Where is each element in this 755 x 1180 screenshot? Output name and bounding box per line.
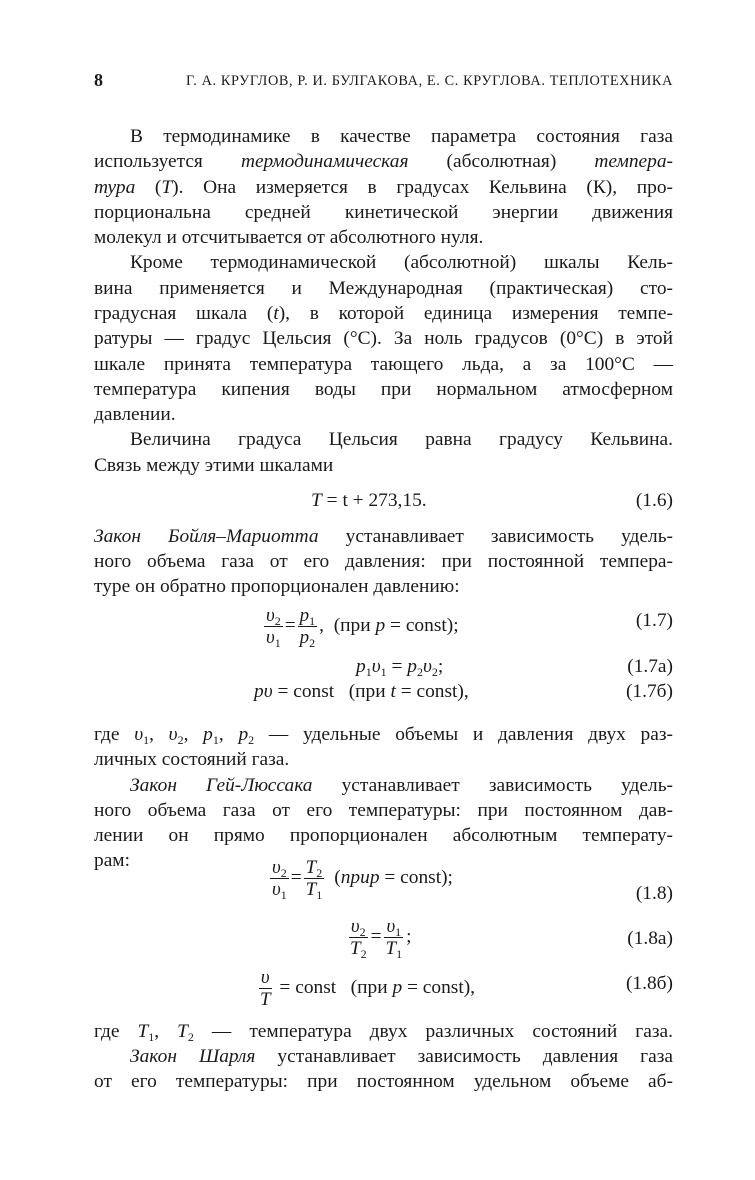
equation-1-8a: $\frac{\upsilon_2}{T_2}$ = $\frac{\upsilon_1}{T_1}$ ; bbox=[350, 915, 412, 961]
text-line: ного объема газа от его давления: при постоянной темпера- bbox=[94, 551, 673, 572]
equation-1-7a: $p_1\upsilon_1 = p_2\upsilon_2$; bbox=[356, 656, 444, 679]
equation-number: (1.6) bbox=[635, 490, 673, 511]
text-line: Закон Шарля устанавливает зависимость давления газа bbox=[130, 1046, 673, 1067]
fraction: $\frac{\upsilon_1}{T_1}$ bbox=[385, 915, 403, 961]
text-line: лении он прямо пропорционален абсолютным температу- bbox=[94, 825, 673, 846]
text-line: от его температуры: при постоянном удельном объеме аб- bbox=[94, 1071, 673, 1092]
text-line: Закон Бойля–Мариотта устанавливает зависимость удель- bbox=[94, 526, 673, 547]
text-line: ратуры — градус Цельсия (°С). За ноль градусов (0°С) в этой bbox=[94, 328, 673, 349]
equation-number: (1.7а) bbox=[627, 656, 673, 677]
text-line: туре он обратно пропорционален давлению: bbox=[94, 576, 460, 597]
equation-number: (1.8а) bbox=[627, 928, 673, 949]
equation-number: (1.7) bbox=[635, 610, 673, 631]
fraction: $\frac{\upsilon_2}{T_2}$ bbox=[350, 915, 367, 961]
text-line: температура кипения воды при нормальном атмосферном bbox=[94, 379, 673, 400]
equation-1-7b: pυ = const (при t = const), bbox=[254, 681, 469, 702]
text-line: Кроме термодинамической (абсолютной) шкалы Кель- bbox=[130, 252, 673, 273]
fraction: $\frac{\upsilon}{T}$ bbox=[260, 966, 271, 1010]
text-line: шкале принята температура тающего льда, а за 100°С — bbox=[94, 354, 673, 375]
text-line: личных состояний газа. bbox=[94, 749, 290, 770]
text-line: порциональна средней кинетической энергии движения bbox=[94, 202, 673, 223]
fraction: $\frac{p_1}{p_2}$ bbox=[299, 604, 316, 650]
text-line: давлении. bbox=[94, 404, 176, 425]
equation-1-8: $\frac{\upsilon_2}{\upsilon_1}$ = $\frac{T_2}{T_1}$ ( при p = const); bbox=[272, 856, 453, 902]
fraction: $\frac{\upsilon_2}{\upsilon_1}$ bbox=[266, 604, 281, 650]
text-line: Величина градуса Цельсия равна градусу Кельвина. bbox=[130, 429, 673, 450]
fraction: $\frac{T_2}{T_1}$ bbox=[305, 856, 323, 902]
equation-1-6: T = t + 273,15. bbox=[311, 490, 427, 511]
text-line: молекул и отсчитывается от абсолютного нуля. bbox=[94, 227, 484, 248]
text-line: тура (T). Она измеряется в градусах Кельвина (К), про- bbox=[94, 177, 673, 198]
text-line: В термодинамике в качестве параметра состояния газа bbox=[130, 126, 673, 147]
page-number: 8 bbox=[94, 70, 103, 90]
text-line: рам: bbox=[94, 850, 130, 871]
fraction: $\frac{\upsilon_2}{\upsilon_1}$ bbox=[272, 856, 287, 902]
text-line: используется термодинамическая (абсолютная) темпера- bbox=[94, 151, 673, 172]
equation-number: (1.7б) bbox=[625, 681, 673, 702]
text-line: Закон Гей-Люссака устанавливает зависимость удель- bbox=[130, 775, 674, 796]
text-line: ного объема газа от его температуры: при постоянном дав- bbox=[94, 800, 673, 821]
equation-1-7: $\frac{\upsilon_2}{\upsilon_1}$ = $\frac{p_1}{p_2}$ , (при p = const); bbox=[266, 604, 459, 650]
text-line: где $T_1$, $T_2$ — температура двух различных состояний газа. bbox=[94, 1021, 673, 1044]
text-line: вина применяется и Международная (практическая) сто- bbox=[94, 278, 673, 299]
equation-number: (1.8б) bbox=[625, 973, 673, 994]
text-line: градусная шкала (t), в которой единица измерения темпе- bbox=[94, 303, 673, 324]
text-line: Связь между этими шкалами bbox=[94, 455, 334, 476]
text-line: где $\upsilon_1$, $\upsilon_2$, $p_1$, $p_2$ — удельные объемы и давления двух раз- bbox=[94, 724, 673, 747]
equation-1-8b: $\frac{\upsilon}{T}$ = const (при p = const), bbox=[260, 966, 476, 1010]
running-title: Г. А. КРУГЛОВ, Р. И. БУЛГАКОВА, Е. С. КРУГЛОВА. ТЕПЛОТЕХНИКА bbox=[185, 73, 673, 89]
running-header bbox=[94, 70, 673, 96]
equation-number: (1.8) bbox=[635, 883, 673, 904]
